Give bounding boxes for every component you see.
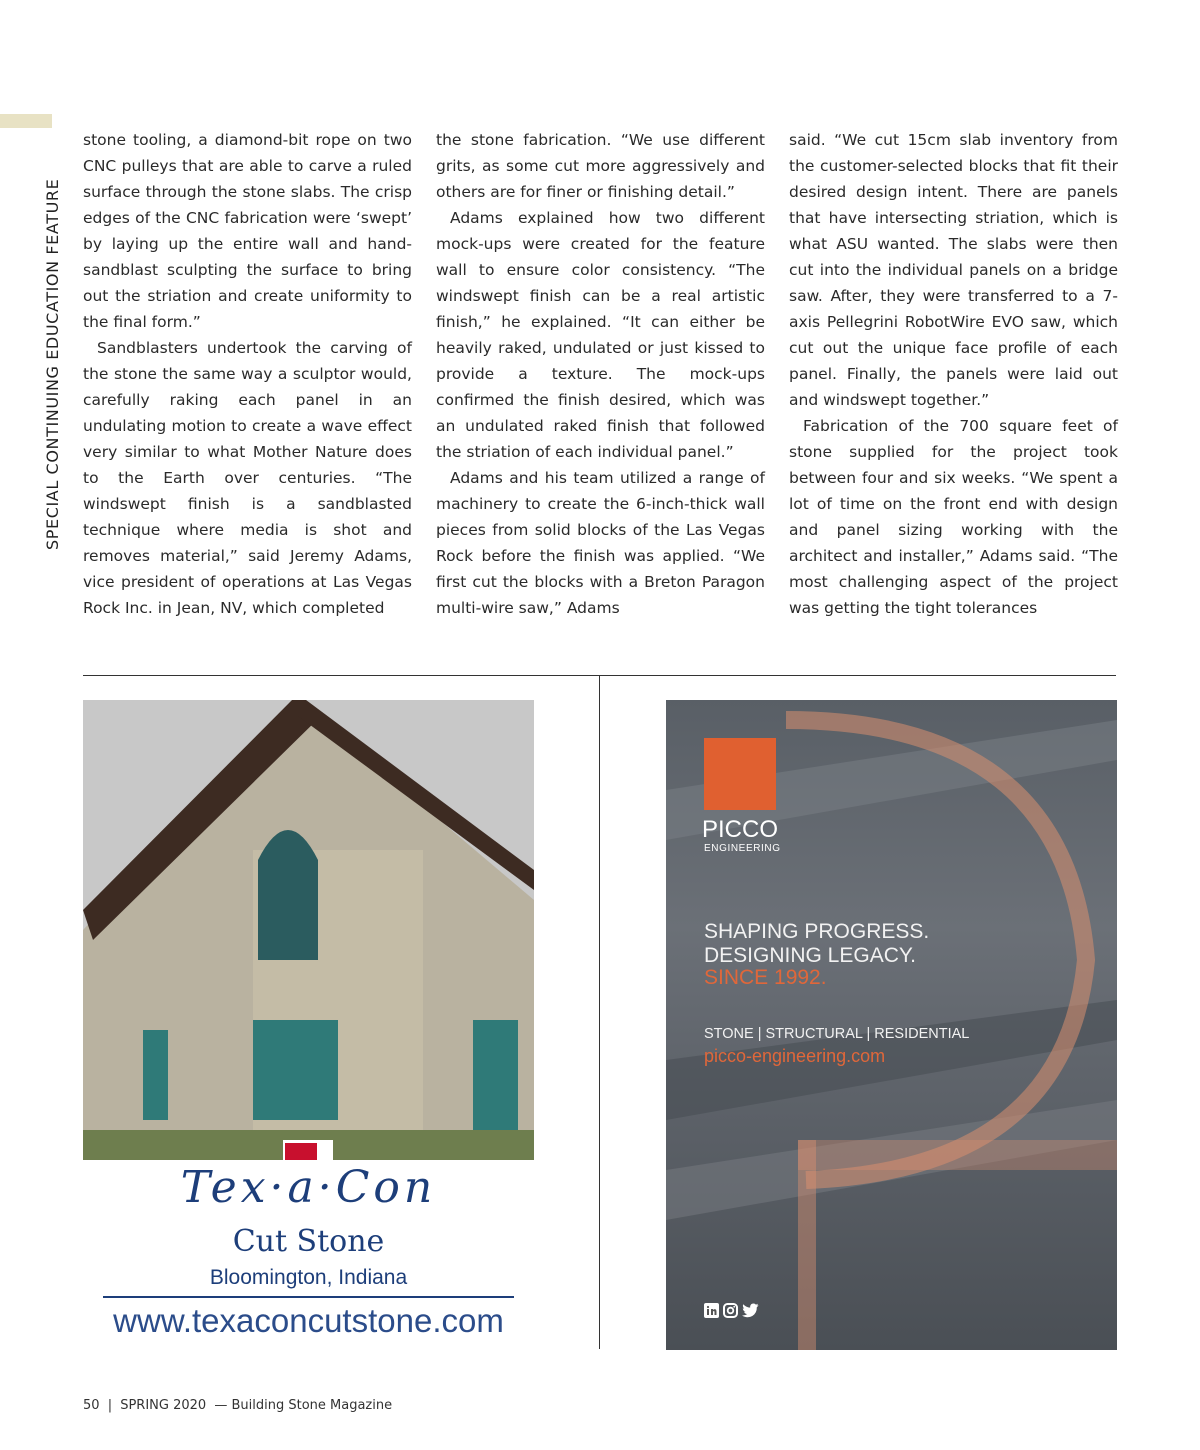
texacon-url[interactable]: www.texaconcutstone.com bbox=[113, 1302, 504, 1339]
texacon-divider bbox=[103, 1296, 514, 1298]
twitter-icon[interactable] bbox=[742, 1303, 759, 1318]
magazine-name: — Building Stone Magazine bbox=[214, 1398, 393, 1413]
building-photo bbox=[83, 700, 534, 1160]
vertical-divider bbox=[599, 675, 600, 1349]
page-number: 50 bbox=[83, 1398, 100, 1413]
paragraph: Fabrication of the 700 square feet of stone supplied for the project took between four and six weeks. “We spent a lot of time on the front end with design and panel sizing working with the architect and installer,” Adams said. “The most challenging aspect of the project was getting the tight tolerances bbox=[789, 417, 1118, 617]
text-column-1 bbox=[83, 127, 412, 621]
picco-name: PICCO bbox=[702, 816, 779, 843]
section-tab bbox=[0, 114, 52, 128]
picco-tagline-1: SHAPING PROGRESS. bbox=[704, 920, 930, 943]
text-column-3 bbox=[789, 127, 1118, 621]
paragraph: the stone fabrication. “We use different grits, as some cut more aggressively and others are for finer or finishing detail.” bbox=[436, 131, 765, 201]
instagram-icon[interactable] bbox=[723, 1303, 738, 1318]
picco-services: STONE | STRUCTURAL | RESIDENTIAL bbox=[704, 1026, 970, 1042]
texacon-subtitle: Cut Stone bbox=[232, 1224, 385, 1259]
picco-logo-mark bbox=[704, 738, 776, 810]
picco-url[interactable]: picco-engineering.com bbox=[704, 1046, 886, 1066]
texacon-city: Bloomington, Indiana bbox=[209, 1266, 408, 1289]
picco-subname: ENGINEERING bbox=[704, 843, 781, 854]
text-column-2 bbox=[436, 127, 765, 621]
section-label: SPECIAL CONTINUING EDUCATION FEATURE bbox=[43, 178, 62, 550]
paragraph: Adams and his team utilized a range of machinery to create the 6-inch-thick wall pieces from solid blocks of the Las Vegas Rock before the finish was applied. “We first cut the blocks with a Breton Paragon multi-wire saw,” Adams bbox=[436, 469, 765, 617]
linkedin-icon[interactable] bbox=[704, 1303, 719, 1318]
texacon-ad[interactable] bbox=[83, 700, 534, 1348]
paragraph: Adams explained how two different mock-ups were created for the feature wall to ensure color consistency. “The windswept finish can be a real artistic finish,” he explained. “It can either be heavily raked, undulated or just kissed to provide a texture. The mock-ups confirmed the finish desired, which was an undulated raked finish that followed the striation of each individual panel.” bbox=[436, 209, 765, 461]
issue-label: SPRING 2020 bbox=[120, 1398, 207, 1413]
paragraph: said. “We cut 15cm slab inventory from the customer-selected blocks that fit their desired design intent. There are panels that have intersecting striation, which is what ASU wanted. The slabs were then cut into the individual panels on a bridge saw. After, they were transferred to a 7-axis Pellegrini RobotWire EVO saw, which cut out the unique face profile of each panel. Finally, the panels were laid out and windswept together.” bbox=[789, 131, 1118, 409]
paragraph: Sandblasters undertook the carving of the stone the same way a sculptor would, carefully raking each panel in an undulating motion to create a wave effect very similar to what Mother Nature does to the Earth over centuries. “The windswept finish is a sandblasted technique where media is shot and removes material,” said Jeremy Adams, vice president of operations at Las Vegas Rock Inc. in Jean, NV, which completed bbox=[83, 339, 412, 617]
page-footer bbox=[83, 1398, 396, 1413]
picco-tagline-3: SINCE 1992. bbox=[704, 966, 827, 989]
paragraph: stone tooling, a diamond-bit rope on two CNC pulleys that are able to carve a ruled surface through the stone slabs. The crisp edges of the CNC fabrication were ‘swept’ by laying up the entire wall and hand-sandblast sculpting the surface to bring out the striation and create uniformity to the final form.” bbox=[83, 131, 412, 331]
texacon-brand: Tex·a·Con bbox=[180, 1162, 437, 1213]
picco-ad[interactable] bbox=[666, 700, 1117, 1350]
footer-separator: | bbox=[107, 1398, 113, 1413]
picco-tagline-2: DESIGNING LEGACY. bbox=[704, 944, 917, 967]
